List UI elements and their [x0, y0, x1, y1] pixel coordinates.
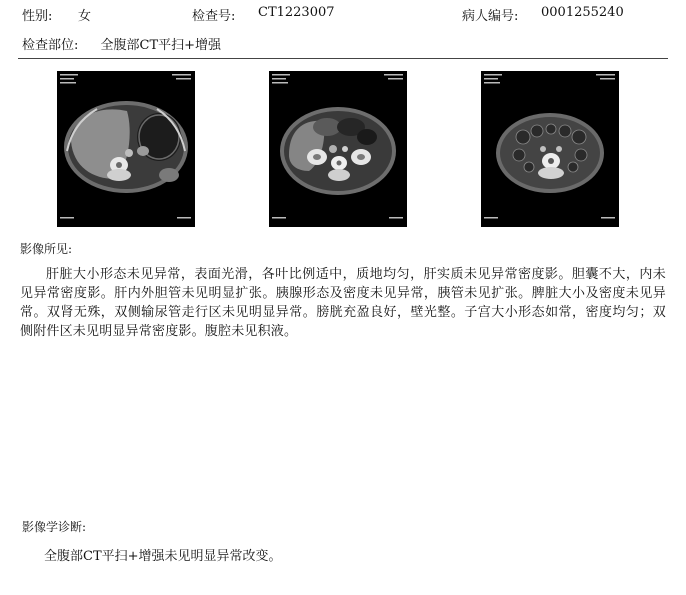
- gender-label: 性别:: [22, 9, 53, 24]
- exam-number-value: CT1223007: [258, 5, 335, 20]
- findings-text: 肝脏大小形态未见异常，表面光滑，各叶比例适中，质地均匀，肝实质未见异常密度影。胆囊不大，内未见异常密度影。肝内外胆管未见明显扩张。胰腺形态及密度未见异常，胰管未见扩张。脾脏大小及密度未见异常。双肾无殊，双侧输尿管走行区未见明显异常。膀胱充盈良好，壁光整。子宫大小形态如常，密度均匀；双侧附件区未见明显异常密度影。腹腔未见积液。: [20, 267, 666, 339]
- patient-info-row: [0, 5, 686, 23]
- gender-value: 女: [78, 9, 92, 24]
- diagnosis-text: 全腹部CT平扫+增强未见明显异常改变。: [44, 549, 282, 564]
- patient-id-value: 0001255240: [541, 5, 624, 20]
- diagnosis-label: 影像学诊断:: [22, 520, 87, 534]
- patient-id-label: 病人编号:: [462, 9, 519, 24]
- ct-image-kidney-level: [269, 71, 407, 227]
- exam-site-row: [22, 34, 221, 53]
- header-divider: [18, 58, 668, 59]
- ct-image-lower-abdomen: [481, 71, 619, 227]
- findings-label: 影像所见:: [20, 242, 73, 256]
- ct-image-liver-level: [57, 71, 195, 227]
- exam-site-value: 全腹部CT平扫+增强: [100, 38, 222, 53]
- exam-site-label: 检查部位:: [22, 38, 79, 53]
- exam-number-label: 检查号:: [192, 9, 236, 24]
